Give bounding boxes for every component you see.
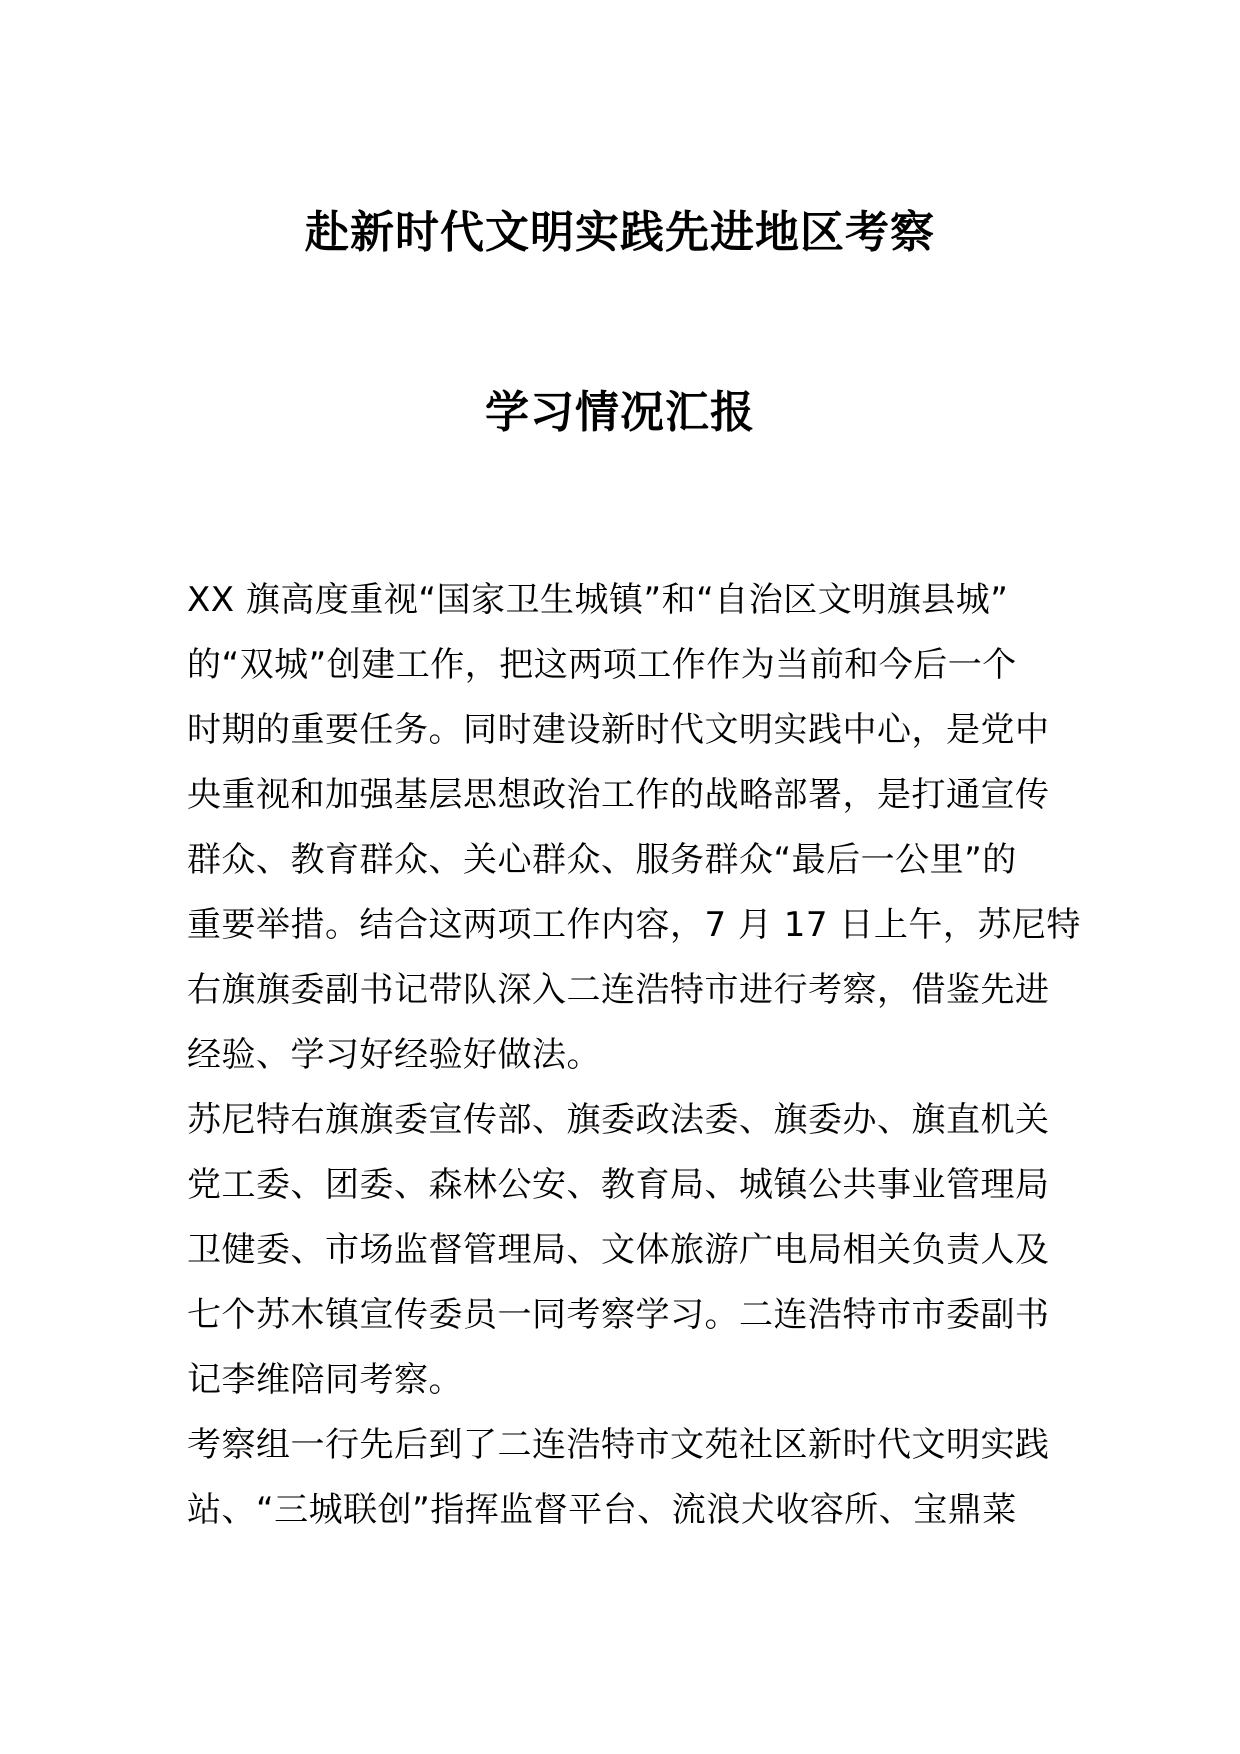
paragraph-line: 央重视和加强基层思想政治工作的战略部署，是打通宣传: [187, 775, 1050, 815]
paragraph-line: 考察组一行先后到了二连浩特市文苑社区新时代文明实践: [187, 1425, 1050, 1465]
paragraph-line: 的“双城”创建工作，把这两项工作作为当前和今后一个: [187, 645, 1017, 685]
paragraph-line: 经验、学习好经验好做法。: [187, 1035, 601, 1075]
paragraph-line: 苏尼特右旗旗委宣传部、旗委政法委、旗委办、旗直机关: [187, 1100, 1050, 1140]
paragraph-line: 卫健委、市场监督管理局、文体旅游广电局相关负责人及: [187, 1230, 1050, 1270]
document-title-line-2: 学习情况汇报: [485, 387, 755, 438]
paragraph-line: 记李维陪同考察。: [187, 1360, 463, 1400]
document-title-line-1: 赴新时代文明实践先进地区考察: [305, 207, 935, 258]
paragraph-2: [187, 1088, 1057, 1413]
paragraph-line: 重要举措。结合这两项工作内容，7 月 17 日上午，苏尼特: [187, 905, 1081, 945]
paragraph-line: 站、“三城联创”指挥监督平台、流浪犬收容所、宝鼎菜: [187, 1490, 1017, 1530]
paragraph-line: 七个苏木镇宣传委员一同考察学习。二连浩特市市委副书: [187, 1295, 1050, 1335]
paragraph-1: [187, 568, 1081, 1088]
paragraph-3: [187, 1413, 1057, 1543]
paragraph-line: XX 旗高度重视“国家卫生城镇”和“自治区文明旗县城”: [187, 580, 1009, 620]
paragraph-line: 群众、教育群众、关心群众、服务群众“最后一公里”的: [187, 840, 1017, 880]
paragraph-line: 右旗旗委副书记带队深入二连浩特市进行考察，借鉴先进: [187, 970, 1050, 1010]
paragraph-line: 时期的重要任务。同时建设新时代文明实践中心，是党中: [187, 710, 1050, 750]
paragraph-line: 党工委、团委、森林公安、教育局、城镇公共事业管理局: [187, 1165, 1050, 1205]
